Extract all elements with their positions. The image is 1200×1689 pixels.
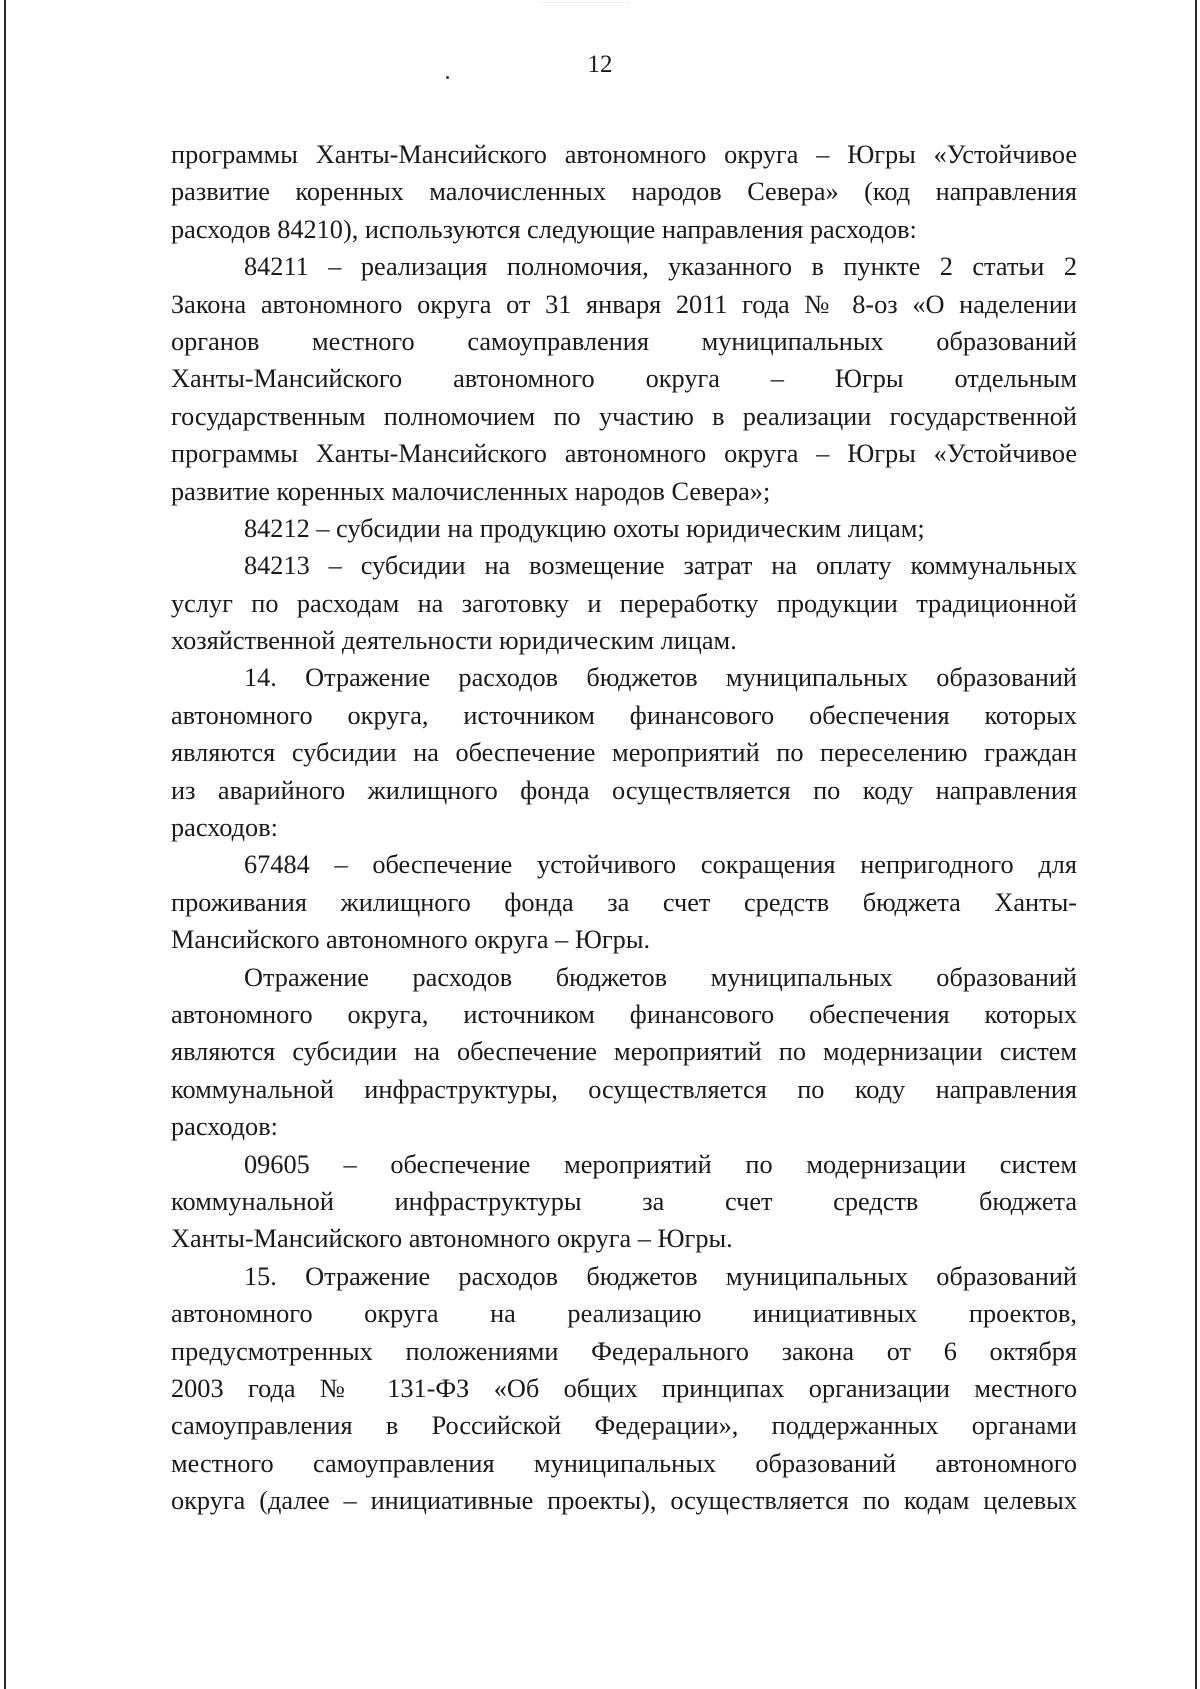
text-line: проживания жилищного фонда за счет средств бюджета Ханты- — [171, 887, 1077, 917]
text-line: округа (далее – инициативные проекты), осуществляется по кодам целевых — [171, 1486, 1077, 1516]
text-line: хозяйственной деятельности юридическим лицам. — [171, 626, 737, 656]
text-line: 09605 – обеспечение мероприятий по модернизации систем — [244, 1149, 1077, 1179]
text-line: являются субсидии на обеспечение мероприятий по переселению граждан — [171, 738, 1077, 768]
page-number: 12 — [587, 51, 613, 78]
text-line: развитие коренных малочисленных народов Севера» (код направления — [171, 177, 1077, 207]
text-line: самоуправления в Российской Федерации», поддержанных органами — [171, 1411, 1077, 1441]
text-line: предусмотренных положениями Федерального закона от 6 октября — [171, 1336, 1077, 1366]
text-line: 14. Отражение расходов бюджетов муниципальных образований — [244, 663, 1077, 693]
text-line: программы Ханты-Мансийского автономного округа – Югры «Устойчивое — [171, 140, 1077, 169]
text-line: 2003 года № 131-ФЗ «Об общих принципах организации местного — [171, 1373, 1077, 1403]
text-line: 15. Отражение расходов бюджетов муниципальных образований — [244, 1261, 1077, 1291]
page-left-border — [4, 0, 6, 1689]
scan-artifact — [540, 2, 630, 17]
text-line: Ханты-Мансийского автономного округа – Югры отдельным — [171, 364, 1077, 394]
text-line: расходов: — [171, 1112, 278, 1142]
text-line: местного самоуправления муниципальных образований автономного — [171, 1448, 1077, 1478]
text-line: из аварийного жилищного фонда осуществляется по коду направления — [171, 775, 1077, 805]
text-line: Закона автономного округа от 31 января 2011 года № 8-оз «О наделении — [171, 289, 1077, 319]
text-line: Ханты-Мансийского автономного округа – Югры. — [171, 1224, 733, 1254]
text-line: автономного округа, источником финансового обеспечения которых — [171, 999, 1077, 1029]
text-line: автономного округа на реализацию инициативных проектов, — [171, 1299, 1077, 1329]
text-line: Мансийского автономного округа – Югры. — [171, 925, 651, 955]
text-line: коммунальной инфраструктуры за счет средств бюджета — [171, 1186, 1077, 1216]
text-line: расходов: — [171, 813, 278, 843]
page-right-border — [1195, 0, 1197, 1689]
text-line: органов местного самоуправления муниципальных образований — [171, 326, 1077, 356]
body-text — [171, 136, 1077, 1519]
text-line: автономного округа, источником финансового обеспечения которых — [171, 700, 1077, 730]
text-line: 84213 – субсидии на возмещение затрат на оплату коммунальных — [244, 551, 1077, 581]
text-line: 84211 – реализация полномочия, указанного в пункте 2 статьи 2 — [244, 252, 1077, 282]
text-line: расходов 84210), используются следующие направления расходов: — [171, 214, 917, 244]
text-line: услуг по расходам на заготовку и переработку продукции традиционной — [171, 588, 1077, 618]
text-line: Отражение расходов бюджетов муниципальных образований — [244, 962, 1077, 992]
text-line: являются субсидии на обеспечение мероприятий по модернизации систем — [171, 1037, 1077, 1067]
text-line: коммунальной инфраструктуры, осуществляется по коду направления — [171, 1074, 1077, 1104]
text-line: программы Ханты-Мансийского автономного округа – Югры «Устойчивое — [171, 439, 1077, 469]
text-line: 67484 – обеспечение устойчивого сокращения непригодного для — [244, 850, 1077, 880]
text-line: развитие коренных малочисленных народов Севера»; — [171, 476, 771, 506]
text-line: государственным полномочием по участию в реализации государственной — [171, 401, 1077, 431]
text-line: 84212 – субсидии на продукцию охоты юридическим лицам; — [244, 513, 925, 543]
